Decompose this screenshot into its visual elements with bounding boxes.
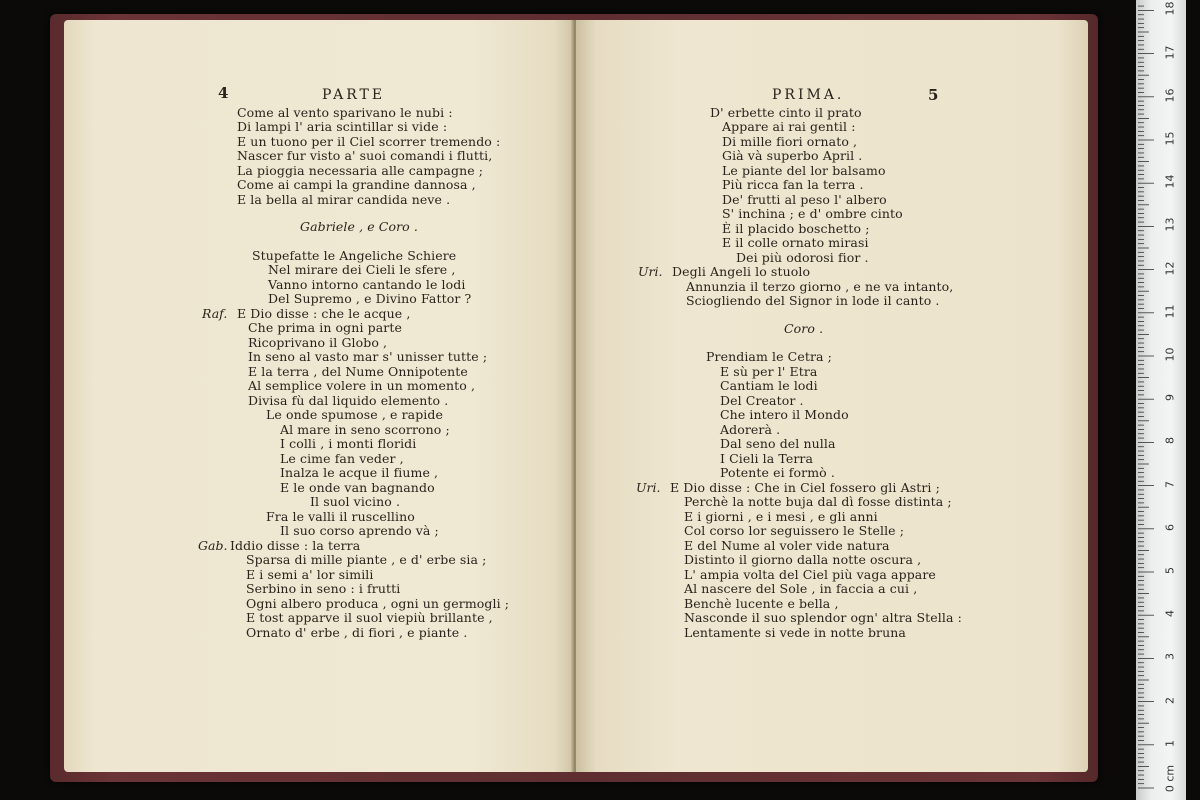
verse-line: E un tuono per il Ciel scorrer tremendo : bbox=[237, 134, 501, 149]
verse-line: Già và superbo April . bbox=[722, 148, 863, 163]
verse-line: Nel mirare dei Cieli le sfere , bbox=[268, 262, 456, 277]
verse-line: Annunzia il terzo giorno , e ne va intanto, bbox=[686, 279, 954, 294]
verse-line: Il suol vicino . bbox=[310, 494, 401, 509]
verse-line: E del Nume al voler vide natura bbox=[684, 538, 890, 553]
verse-line: Nasconde il suo splendor ogn' altra Stella : bbox=[684, 610, 962, 625]
verse-line: E Dio disse : Che in Ciel fossero gli Astri ; bbox=[670, 480, 940, 495]
ruler-label: 9 bbox=[1163, 394, 1177, 402]
verse-line: Distinto il giorno dalla notte oscura , bbox=[684, 552, 922, 567]
verse-line: E la terra , del Nume Onnipotente bbox=[248, 364, 468, 379]
speaker-label: Raf. bbox=[202, 306, 228, 321]
verse-line: Come al vento sparivano le nubi : bbox=[237, 105, 453, 120]
verse-line: Le cime fan veder , bbox=[280, 451, 404, 466]
ruler-label: 14 bbox=[1163, 174, 1177, 189]
verse-line: E i semi a' lor simili bbox=[246, 567, 374, 582]
verse-line: E le onde van bagnando bbox=[280, 480, 435, 495]
verse-line: Serbino in seno : i frutti bbox=[246, 581, 401, 596]
verse-line: Al mare in seno scorrono ; bbox=[280, 422, 450, 437]
ruler-label: 13 bbox=[1163, 217, 1177, 232]
verse-line: I Cieli la Terra bbox=[720, 451, 814, 466]
ruler-label: 2 bbox=[1163, 696, 1177, 704]
verse-line: E il colle ornato mirasi bbox=[722, 235, 869, 250]
verse-line: Di lampi l' aria scintillar si vide : bbox=[237, 119, 448, 134]
ruler-label: 6 bbox=[1163, 523, 1177, 531]
verse-line: Adorerà . bbox=[720, 422, 781, 437]
verse-line: Più ricca fan la terra . bbox=[722, 177, 864, 192]
verse-line: Il suo corso aprendo và ; bbox=[280, 523, 439, 538]
verse-line: Dei più odorosi fior . bbox=[736, 250, 869, 265]
ruler-ticks bbox=[1136, 0, 1186, 800]
speaker-label: Gab. bbox=[198, 538, 228, 553]
verse-line: Al semplice volere in un momento , bbox=[248, 378, 476, 393]
verse-line: Iddio disse : la terra bbox=[230, 538, 361, 553]
verse-line: Come ai campi la grandine dannosa , bbox=[237, 177, 476, 192]
verse-line: Le onde spumose , e rapide bbox=[266, 407, 443, 422]
section-heading: Coro . bbox=[784, 321, 824, 336]
ruler-label: 8 bbox=[1163, 437, 1177, 445]
ruler-label: 16 bbox=[1163, 88, 1177, 103]
verse-line: E i giorni , e i mesi , e gli anni bbox=[684, 509, 878, 524]
verse-line: Lentamente si vede in notte bruna bbox=[684, 625, 906, 640]
ruler-label: 3 bbox=[1163, 653, 1177, 661]
ruler-label: 10 bbox=[1163, 347, 1177, 362]
speaker-label: Uri. bbox=[636, 480, 661, 495]
verse-line: Sparsa di mille piante , e d' erbe sia ; bbox=[246, 552, 487, 567]
verse-line: De' frutti al peso l' albero bbox=[722, 192, 887, 207]
verse-line: D' erbette cinto il prato bbox=[710, 105, 862, 120]
verse-line: Perchè la notte buja dal dì fosse distinta ; bbox=[684, 494, 952, 509]
ruler-label: 11 bbox=[1163, 304, 1177, 319]
verse-line: Benchè lucente e bella , bbox=[684, 596, 839, 611]
verse-line: Ogni albero produca , ogni un germogli ; bbox=[246, 596, 510, 611]
verse-line: In seno al vasto mar s' unisser tutte ; bbox=[248, 349, 488, 364]
verse-line: I colli , i monti floridi bbox=[280, 436, 417, 451]
verse-line: Col corso lor seguissero le Stelle ; bbox=[684, 523, 905, 538]
left-page bbox=[64, 20, 574, 772]
measuring-ruler bbox=[1136, 0, 1186, 800]
page-number: 5 bbox=[928, 86, 939, 104]
verse-line: L' ampia volta del Ciel più vaga appare bbox=[684, 567, 936, 582]
verse-line: La pioggia necessaria alle campagne ; bbox=[237, 163, 484, 178]
ruler-label: 4 bbox=[1163, 610, 1177, 618]
ruler-label: 5 bbox=[1163, 567, 1177, 574]
verse-line: Fra le valli il ruscellino bbox=[266, 509, 415, 524]
verse-line: Appare ai rai gentil : bbox=[722, 119, 856, 134]
speaker-label: Uri. bbox=[638, 264, 663, 279]
ruler-label: 12 bbox=[1163, 261, 1177, 276]
right-page bbox=[576, 20, 1088, 772]
verse-line: Vanno intorno cantando le lodi bbox=[268, 277, 466, 292]
verse-line: Potente ei formò . bbox=[720, 465, 835, 480]
ruler-label: 1 bbox=[1163, 739, 1177, 747]
verse-line: Le piante del lor balsamo bbox=[722, 163, 886, 178]
verse-line: Cantiam le lodi bbox=[720, 378, 818, 393]
verse-line: Ornato d' erbe , di fiori , e piante . bbox=[246, 625, 468, 640]
verse-line: Di mille fiori ornato , bbox=[722, 134, 858, 149]
verse-line: Stupefatte le Angeliche Schiere bbox=[252, 248, 457, 263]
verse-line: Del Supremo , e Divino Fattor ? bbox=[268, 291, 472, 306]
verse-line: E sù per l' Etra bbox=[720, 364, 818, 379]
verse-line: Degli Angeli lo stuolo bbox=[672, 264, 811, 279]
verse-line: È il placido boschetto ; bbox=[722, 221, 870, 236]
verse-line: Ricoprivano il Globo , bbox=[248, 335, 388, 350]
verse-line: E la bella al mirar candida neve . bbox=[237, 192, 451, 207]
running-head: PARTE bbox=[322, 87, 386, 103]
ruler-label: 7 bbox=[1163, 480, 1177, 488]
verse-line: E Dio disse : che le acque , bbox=[237, 306, 411, 321]
running-head: PRIMA. bbox=[772, 87, 845, 103]
section-heading: Gabriele , e Coro . bbox=[300, 219, 418, 234]
verse-line: Nascer fur visto a' suoi comandi i flutti, bbox=[237, 148, 493, 163]
verse-line: Del Creator . bbox=[720, 393, 804, 408]
verse-line: S' inchina ; e d' ombre cinto bbox=[722, 206, 903, 221]
verse-line: Che prima in ogni parte bbox=[248, 320, 402, 335]
page-number: 4 bbox=[218, 84, 229, 102]
verse-line: Al nascere del Sole , in faccia a cui , bbox=[684, 581, 918, 596]
verse-line: Inalza le acque il fiume , bbox=[280, 465, 439, 480]
ruler-label: 17 bbox=[1163, 45, 1177, 60]
verse-line: Dal seno del nulla bbox=[720, 436, 836, 451]
ruler-label: 0 cm bbox=[1163, 764, 1177, 793]
verse-line: Che intero il Mondo bbox=[720, 407, 849, 422]
verse-line: Sciogliendo del Signor in lode il canto . bbox=[686, 293, 940, 308]
verse-line: Prendiam le Cetra ; bbox=[706, 349, 832, 364]
ruler-label: 15 bbox=[1163, 131, 1177, 146]
verse-line: E tost apparve il suol viepiù brillante , bbox=[246, 610, 493, 625]
verse-line: Divisa fù dal liquido elemento . bbox=[248, 393, 449, 408]
ruler-label: 18 bbox=[1163, 1, 1177, 16]
